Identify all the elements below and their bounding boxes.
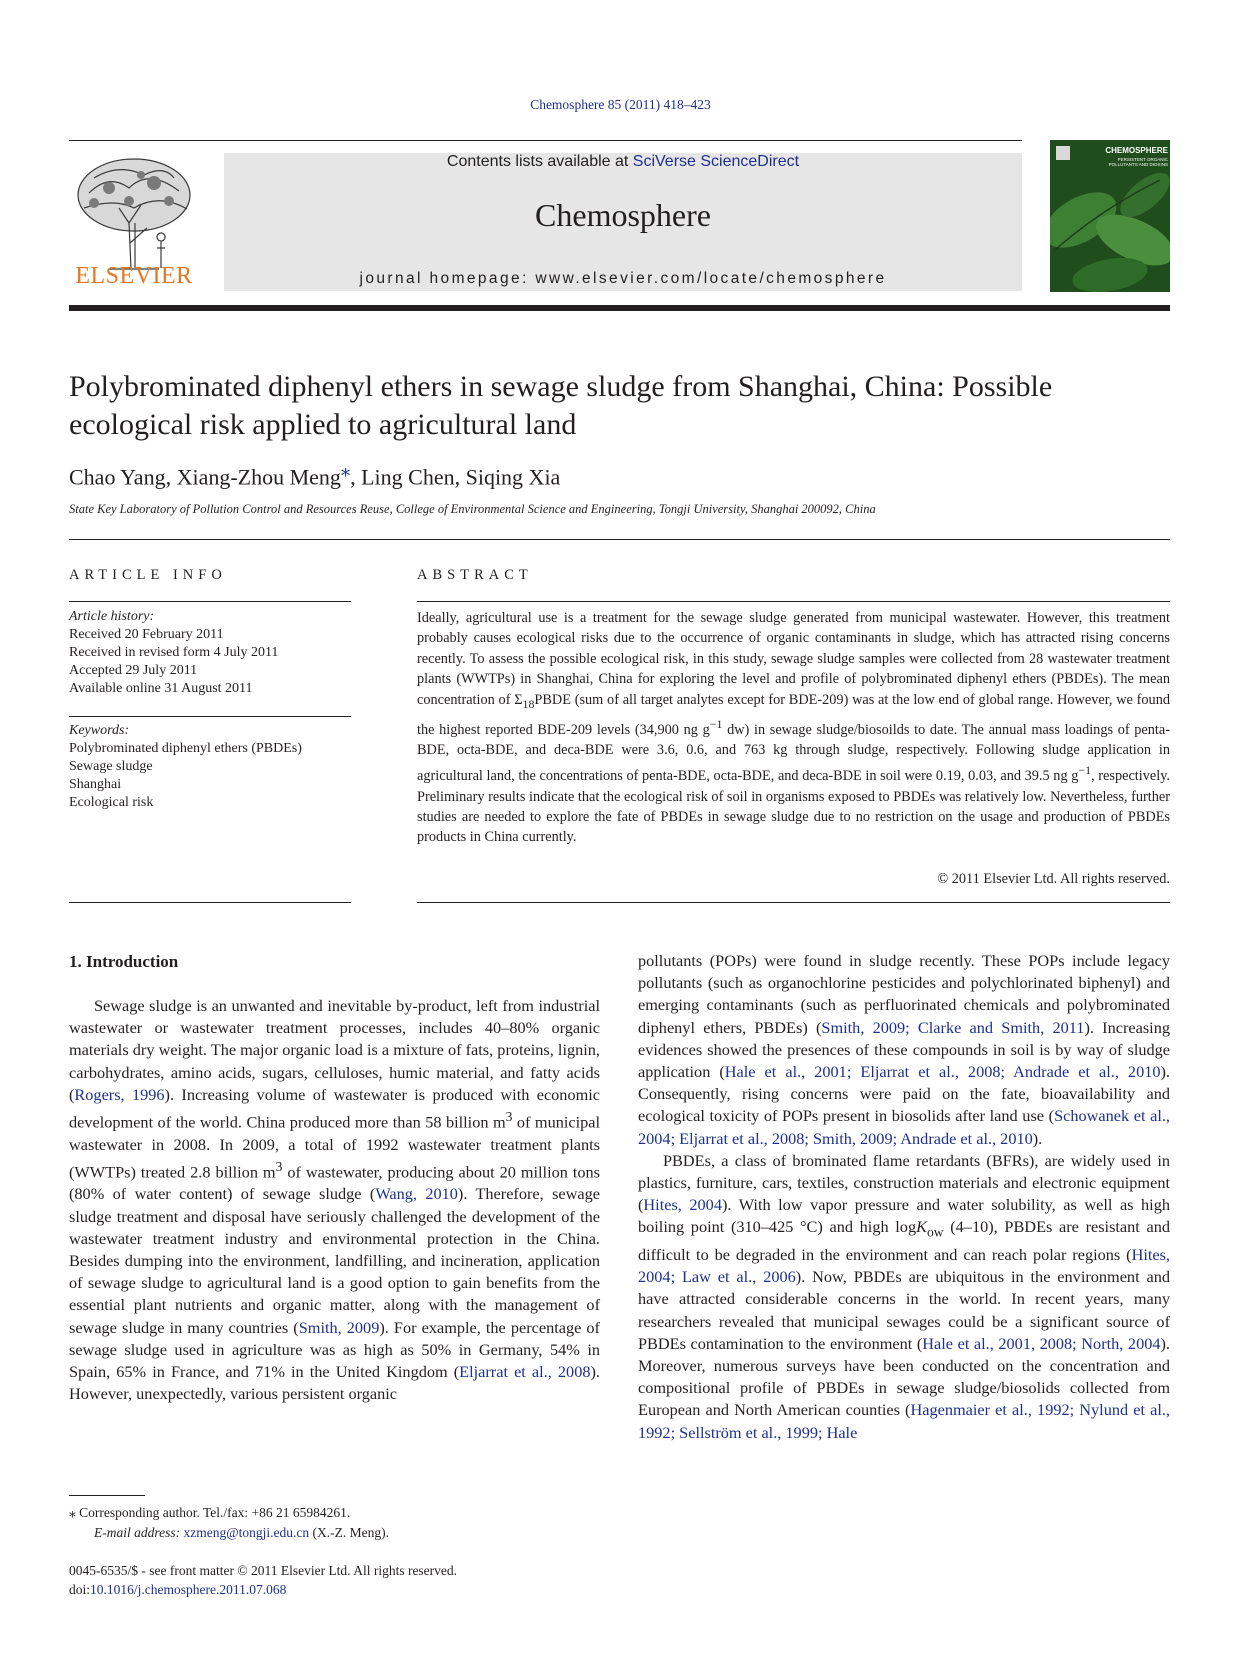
authors-first: Chao Yang, Xiang-Zhou Meng — [69, 464, 341, 490]
history-received: Received 20 February 2011 — [69, 627, 224, 642]
info-rule-2 — [69, 716, 351, 717]
intro-paragraph-2: PBDEs, a class of brominated flame retardants (BFRs), are widely used in plastics, furniture, cars, textiles, construction materials and electronic equipment (Hites, 2004). With low vapor pressure and water solubility, as well as high boiling point (310–425 °C) and high logK$_{ow}$ (4–10), PBDEs are resistant and difficult to be degraded in the environment and can reach polar regions (Hites, 2004; Law et al., 2006). Now, PBDEs are ubiquitous in the environment and have attracted considerable concerns in the world. In recent years, many researchers revealed that municipal sewages could be a significant source of PBDEs contamination to the environment (Hale et al., 2001, 2008; North, 2004). Moreover, numerous surveys have been conducted on the concentration and compositional profile of PBDEs in sewage sludge/biosolids collected from European and North American counties (Hagenmaier et al., 1992; Nylund et al., 1992; Sellström et al., 1999; Hale — [638, 1150, 1171, 1442]
doi-line: doi:10.1016/j.chemosphere.2011.07.068 — [69, 1582, 287, 1597]
intro-paragraph-1-cont: pollutants (POPs) were found in sludge recently. These POPs include legacy pollutants (such as organochlorine pesticides and polychlorinated biphenyl) and emerging contaminants (such as perfluorinated chemicals and polybrominated diphenyl ethers, PBDEs) (Smith, 2009; Clarke and Smith, 2011). Increasing evidences showed the presences of these compounds in soil is by way of sludge application (Hale et al., 2001; Eljarrat et al., 2008; Andrade et al., 2010). Consequently, rising concerns were paid on the fate, bioavailability and ecological toxicity of POPs present in biosolids after land use (Schowanek et al., 2004; Eljarrat et al., 2008; Smith, 2009; Andrade et al., 2010). — [638, 951, 1170, 1148]
elsevier-wordmark: ELSEVIER — [75, 263, 193, 289]
author-list — [69, 460, 560, 490]
article-title: Polybrominated diphenyl ethers in sewage sludge from Shanghai, China: Possible ecological risk applied to agricultural land — [69, 370, 1053, 441]
keyword-item: Shanghai — [69, 777, 122, 792]
cover-subtitle: PERSISTENT ORGANIC POLLUTANTS AND DIOXINS — [1108, 157, 1168, 167]
footnote — [69, 1503, 600, 1543]
footnote-rule — [69, 1495, 145, 1496]
abstract-text: Ideally, agricultural use is a treatment for the sewage sludge generated from municipal wastewater. However, this treatment probably causes ecological risks due to the occurrence of organic contaminants in sludge, which has attracted rising concerns recently. To assess the possible ecological risk, in this study, sewage sludge samples were collected from 28 wastewater treatment plants (WWTPs) in Shanghai, China for exploring the level and profile of polybrominated diphenyl ethers (PBDEs). The mean concentration of $\Sigma_{18}PBDE$ (sum of all target analytes except for BDE-209) was at the low end of global range. However, we found the highest reported BDE-209 levels (34,900 ng $g^{-1}$ dw) in sewage sludge/biosoilds to date. The annual mass loadings of penta-BDE, octa-BDE, and deca-BDE were 3.6, 0.6, and 763 kg through sludge, respectively. Following sludge application in agricultural land, the concentrations of penta-BDE, octa-BDE, and deca-BDE in soil were 0.19, 0.03, and 39.5 ng $g^{-1}$, respectively. Preliminary results indicate that the ecological risk of soil in organisms exposed to PBDEs was relatively low. Nevertheless, further studies are needed to explore the fate of PBDEs in sewage sludge due to no restriction on the usage and production of PBDEs products in China currently. — [417, 610, 1171, 846]
issn-line: 0045-6535/$ - see front matter © 2011 Elsevier Ltd. All rights reserved. — [69, 1563, 458, 1578]
email-link[interactable]: xzmeng@tongji.edu.cn — [183, 1525, 310, 1540]
keywords — [69, 722, 351, 812]
abstract-rule-2 — [417, 902, 1170, 903]
ref-link[interactable]: Hale et al., 2001; Eljarrat et al., 2008; Andrade et al., 2010 — [724, 1062, 1161, 1082]
authors-rest: , Ling Chen, Siqing Xia — [350, 464, 561, 490]
ref-link[interactable]: Smith, 2009; Clarke and Smith, 2011 — [821, 1017, 1085, 1037]
contents-line — [224, 153, 1022, 171]
sciencedirect-link[interactable]: SciVerse ScienceDirect — [632, 153, 800, 170]
body-column-left — [69, 995, 600, 1406]
keywords-label: Keywords: — [69, 723, 130, 738]
journal-title: Chemosphere — [535, 197, 711, 233]
history-revised: Received in revised form 4 July 2011 — [69, 645, 279, 660]
abstract-copyright: © 2011 Elsevier Ltd. All rights reserved. — [937, 871, 1170, 887]
keyword-item: Ecological risk — [69, 795, 154, 810]
body-column-right — [638, 950, 1170, 1444]
journal-banner — [224, 153, 1022, 291]
ref-link[interactable]: Eljarrat et al., 2008 — [459, 1362, 591, 1382]
keyword-item: Polybrominated diphenyl ethers (PBDEs) — [69, 741, 302, 756]
intro-paragraph-1: Sewage sludge is an unwanted and inevitable by-product, left from industrial wastewater or wastewater treatment processes, includes 40–80% organic materials dry weight. The major organic load is a mixture of fats, proteins, lignin, carbohydrates, amino acids, sugars, celluloses, humic material, and fatty acids (Rogers, 1996). Increasing volume of wastewater is produced with economic development of the world. China produced more than 58 billion $m^3$ of municipal wastewater in 2008. In 2009, a total of 1992 wastewater treatment plants (WWTPs) treated 2.8 billion $m^3$ of wastewater, producing about 20 million tons (80% of water content) of sewage sludge (Wang, 2010). Therefore, sewage sludge treatment and disposal have seriously challenged the development of the wastewater treatment industry and environmental protection in the China. Besides dumping into the environment, landfilling, and incineration, application of sewage sludge to agricultural land is a good option to gain benefits from the essential plant nutrients and organic matter, along with the management of sewage sludge in many countries (Smith, 2009). For example, the percentage of sewage sludge used in agriculture was as high as 50% in Germany, 54% in Spain, 65% in France, and 71% in the United Kingdom (Eljarrat et al., 2008). However, unexpectedly, various persistent organic — [69, 996, 601, 1404]
ref-link[interactable]: Hagenmaier et al., 1992; Nylund et al., 1992; Sellström et al., 1999; Hale — [638, 1400, 1171, 1442]
cover-title: CHEMOSPHERE — [1105, 146, 1168, 155]
email-note: E-mail address: xzmeng@tongji.edu.cn (X.-Z. Meng). — [94, 1525, 390, 1540]
page-footer — [69, 1561, 669, 1599]
history-accepted: Accepted 29 July 2011 — [69, 663, 198, 678]
affiliation: State Key Laboratory of Pollution Control and Resources Reuse, College of Environmental Science and Engineering, Tongji University, Shanghai 200092, China — [69, 502, 876, 516]
ref-link[interactable]: Smith, 2009 — [298, 1317, 380, 1337]
elsevier-logo[interactable] — [69, 153, 199, 293]
header-rule — [69, 140, 1022, 141]
doi-link[interactable]: 10.1016/j.chemosphere.2011.07.068 — [90, 1582, 287, 1597]
ref-link[interactable]: Rogers, 1996 — [74, 1084, 165, 1104]
affiliation-rule — [69, 539, 1170, 540]
info-rule-3 — [69, 902, 351, 903]
abstract-label: ABSTRACT — [417, 567, 533, 583]
ref-link[interactable]: Hites, 2004 — [643, 1195, 722, 1215]
journal-citation[interactable]: Chemosphere 85 (2011) 418–423 — [530, 97, 711, 112]
article-history — [69, 608, 351, 698]
ref-link[interactable]: Schowanek et al., 2004; Eljarrat et al., 2008; Smith, 2009; Andrade et al., 2010 — [638, 1106, 1170, 1148]
article-info-label: ARTICLE INFO — [69, 567, 227, 583]
journal-homepage — [224, 270, 1022, 288]
journal-cover[interactable] — [1050, 140, 1170, 292]
contents-prefix: Contents lists available at — [446, 153, 633, 170]
corresponding-author-mark[interactable]: ⁎ — [340, 460, 351, 480]
keyword-item: Sewage sludge — [69, 759, 153, 774]
header-thick-rule — [69, 305, 1170, 311]
abstract-rule — [417, 601, 1170, 602]
homepage-prefix: journal homepage: — [359, 270, 536, 287]
section-heading: 1. Introduction — [69, 952, 179, 971]
corresponding-author-note: ⁎ Corresponding author. Tel./fax: +86 21 65984261. — [69, 1505, 351, 1520]
info-rule — [69, 601, 351, 602]
history-online: Available online 31 August 2011 — [69, 681, 253, 696]
homepage-url[interactable]: www.elsevier.com/locate/chemosphere — [535, 270, 887, 287]
history-label: Article history: — [69, 609, 155, 624]
ref-link[interactable]: Hale et al., 2001, 2008; North, 2004 — [922, 1333, 1161, 1353]
ref-link[interactable]: Hites, 2004; Law et al., 2006 — [638, 1244, 1170, 1287]
ref-link[interactable]: Wang, 2010 — [375, 1184, 458, 1204]
